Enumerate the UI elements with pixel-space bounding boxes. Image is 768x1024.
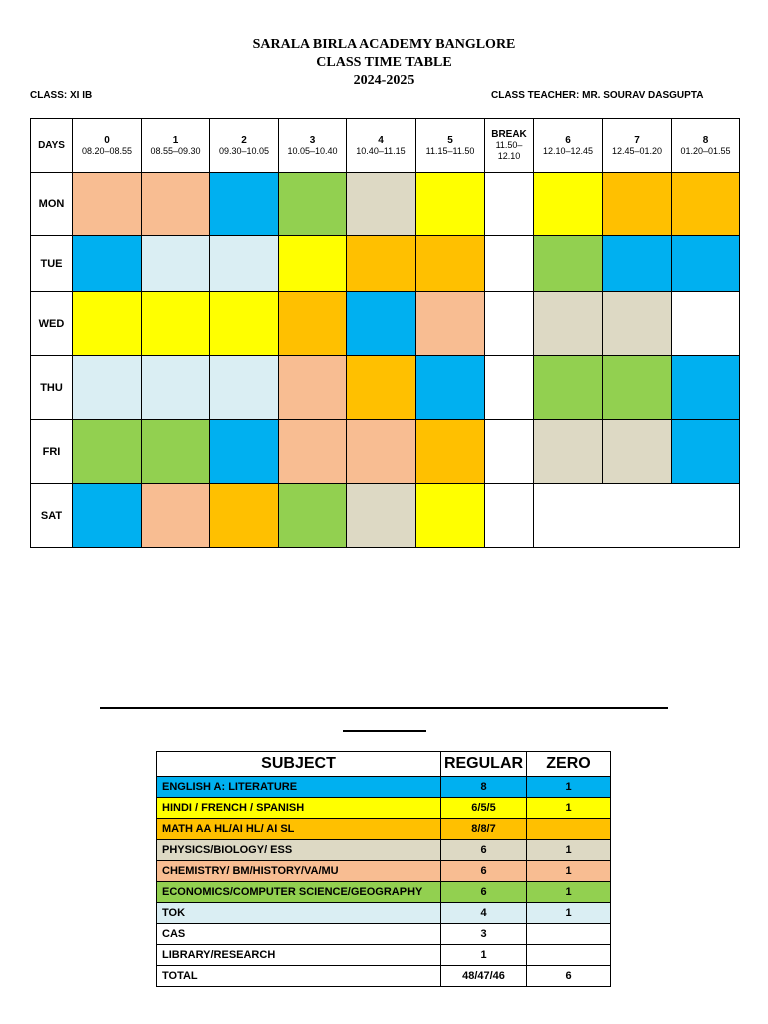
timetable-row	[31, 292, 740, 356]
period-cell	[672, 173, 740, 236]
subject-name-cell: ENGLISH A: LITERATURE	[157, 777, 441, 798]
subject-regular-cell: 6	[441, 840, 527, 861]
period-header	[534, 119, 603, 173]
period-time: 12.10–12.45	[542, 145, 594, 156]
subject-regular-cell: 1	[441, 945, 527, 966]
period-cell	[347, 484, 416, 548]
timetable-row	[31, 356, 740, 420]
period-time: 01.20–01.55	[680, 145, 731, 156]
subject-zero-cell	[527, 945, 611, 966]
period-cell	[416, 292, 485, 356]
period-cell	[485, 292, 534, 356]
period-cell	[603, 236, 672, 292]
period-cell	[416, 356, 485, 420]
period-cell	[485, 356, 534, 420]
period-cell	[142, 356, 210, 420]
period-cell	[279, 292, 347, 356]
divider-short-line	[343, 730, 426, 732]
subject-regular-cell: 6/5/5	[441, 798, 527, 819]
subject-row	[157, 861, 611, 882]
period-cell	[347, 420, 416, 484]
subject-row	[157, 840, 611, 861]
period-number: BREAK	[491, 129, 527, 140]
period-cell	[142, 236, 210, 292]
subject-header-cell: ZERO	[527, 752, 611, 777]
subject-row	[157, 882, 611, 903]
subject-row	[157, 945, 611, 966]
subject-zero-cell	[527, 819, 611, 840]
period-cell	[603, 420, 672, 484]
period-number: 7	[634, 134, 640, 146]
subject-header-cell: SUBJECT	[157, 752, 441, 777]
period-cell	[73, 236, 142, 292]
period-cell	[347, 173, 416, 236]
period-header	[416, 119, 485, 173]
subject-allocation-table	[156, 751, 611, 987]
subject-row	[157, 798, 611, 819]
period-cell	[534, 236, 603, 292]
school-name: SARALA BIRLA ACADEMY BANGLORE	[252, 37, 516, 52]
period-number: 4	[378, 134, 384, 146]
period-cell	[142, 420, 210, 484]
day-cell: WED	[31, 292, 73, 356]
timetable-row	[31, 484, 740, 548]
period-cell	[73, 292, 142, 356]
subject-zero-cell: 1	[527, 798, 611, 819]
subject-zero-cell: 6	[527, 966, 611, 987]
period-cell	[210, 292, 279, 356]
day-cell: MON	[31, 173, 73, 236]
subject-name-cell: CAS	[157, 924, 441, 945]
class-label: CLASS: XI IB	[30, 90, 93, 101]
subject-zero-cell: 1	[527, 840, 611, 861]
timetable-row	[31, 173, 740, 236]
subject-zero-cell: 1	[527, 777, 611, 798]
period-cell	[279, 420, 347, 484]
period-cell	[279, 356, 347, 420]
period-cell	[672, 236, 740, 292]
subject-zero-cell	[527, 924, 611, 945]
subject-regular-cell: 48/47/46	[441, 966, 527, 987]
period-cell	[73, 484, 142, 548]
period-cell	[603, 356, 672, 420]
period-cell	[347, 356, 416, 420]
day-cell: FRI	[31, 420, 73, 484]
subject-name-cell: TOTAL	[157, 966, 441, 987]
period-cell	[279, 236, 347, 292]
period-cell	[279, 173, 347, 236]
period-number: 2	[241, 134, 247, 146]
subject-row	[157, 966, 611, 987]
period-cell	[534, 420, 603, 484]
subject-zero-cell: 1	[527, 882, 611, 903]
document-title: CLASS TIME TABLE	[316, 55, 452, 70]
period-header	[347, 119, 416, 173]
period-cell	[142, 484, 210, 548]
days-header	[31, 119, 73, 173]
subject-header-cell: REGULAR	[441, 752, 527, 777]
period-cell	[210, 420, 279, 484]
period-cell	[73, 420, 142, 484]
period-header	[142, 119, 210, 173]
period-cell	[416, 420, 485, 484]
days-header-label: DAYS	[38, 140, 65, 151]
period-cell	[416, 236, 485, 292]
subject-regular-cell: 8	[441, 777, 527, 798]
period-cell	[210, 173, 279, 236]
subject-name-cell: ECONOMICS/COMPUTER SCIENCE/GEOGRAPHY	[157, 882, 441, 903]
period-time: 10.05–10.40	[287, 145, 338, 156]
subject-name-cell: LIBRARY/RESEARCH	[157, 945, 441, 966]
subject-row	[157, 777, 611, 798]
timetable-row	[31, 236, 740, 292]
period-cell	[672, 420, 740, 484]
subject-regular-cell: 8/8/7	[441, 819, 527, 840]
period-cell	[210, 356, 279, 420]
period-cell	[485, 484, 534, 548]
day-cell: SAT	[31, 484, 73, 548]
subject-header-row	[157, 752, 611, 777]
period-time: 09.30–10.05	[218, 145, 270, 156]
period-time: 08.20–08.55	[81, 145, 133, 156]
subject-name-cell: CHEMISTRY/ BM/HISTORY/VA/MU	[157, 861, 441, 882]
subject-row	[157, 819, 611, 840]
period-cell	[672, 292, 740, 356]
day-cell: TUE	[31, 236, 73, 292]
period-number: 3	[309, 134, 316, 146]
subject-row	[157, 924, 611, 945]
period-cell	[73, 173, 142, 236]
period-cell	[210, 236, 279, 292]
timetable-header-row	[31, 119, 740, 173]
period-cell	[485, 173, 534, 236]
period-cell	[603, 292, 672, 356]
period-cell	[210, 484, 279, 548]
subject-regular-cell: 3	[441, 924, 527, 945]
period-time: 10.40–11.15	[356, 145, 406, 156]
period-cell	[485, 236, 534, 292]
period-time: 11.15–11.50	[425, 145, 475, 156]
timetable-grid	[30, 118, 740, 548]
subject-regular-cell: 4	[441, 903, 527, 924]
period-cell	[142, 173, 210, 236]
period-number: 6	[565, 134, 571, 146]
academic-year: 2024-2025	[353, 73, 415, 88]
timetable-row	[31, 420, 740, 484]
period-number: 0	[104, 134, 110, 146]
subject-zero-cell: 1	[527, 903, 611, 924]
empty-merged-cell	[534, 484, 740, 548]
period-cell	[142, 292, 210, 356]
period-header	[279, 119, 347, 173]
subject-row	[157, 903, 611, 924]
period-cell	[485, 420, 534, 484]
subject-regular-cell: 6	[441, 861, 527, 882]
period-number: 5	[447, 134, 453, 146]
period-header	[672, 119, 740, 173]
subject-name-cell: HINDI / FRENCH / SPANISH	[157, 798, 441, 819]
period-header	[603, 119, 672, 173]
class-teacher-label: CLASS TEACHER: MR. SOURAV DASGUPTA	[491, 90, 704, 101]
period-time: 12.45–01.20	[611, 145, 663, 156]
period-cell	[534, 356, 603, 420]
period-header	[485, 119, 534, 173]
divider-line	[100, 707, 668, 709]
period-time: 11.50– 12.10	[495, 140, 523, 161]
period-cell	[347, 236, 416, 292]
period-cell	[603, 173, 672, 236]
period-header	[210, 119, 279, 173]
period-cell	[416, 484, 485, 548]
period-cell	[534, 292, 603, 356]
subject-name-cell: TOK	[157, 903, 441, 924]
period-number: 1	[172, 134, 179, 146]
day-cell: THU	[31, 356, 73, 420]
period-cell	[73, 356, 142, 420]
period-cell	[416, 173, 485, 236]
period-number: 8	[702, 134, 709, 146]
period-cell	[672, 356, 740, 420]
subject-regular-cell: 6	[441, 882, 527, 903]
subject-name-cell: PHYSICS/BIOLOGY/ ESS	[157, 840, 441, 861]
subject-name-cell: MATH AA HL/AI HL/ AI SL	[157, 819, 441, 840]
period-time: 08.55–09.30	[150, 145, 201, 156]
period-cell	[534, 173, 603, 236]
period-cell	[347, 292, 416, 356]
subject-zero-cell: 1	[527, 861, 611, 882]
period-header	[73, 119, 142, 173]
period-cell	[279, 484, 347, 548]
